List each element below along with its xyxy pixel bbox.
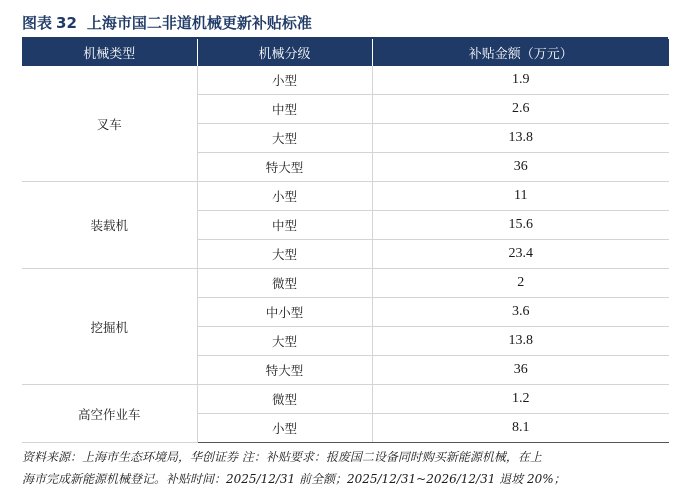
class-cell: 大型 bbox=[197, 124, 372, 153]
amount-cell: 2 bbox=[372, 269, 669, 298]
subsidy-table bbox=[22, 39, 669, 443]
class-cell: 微型 bbox=[197, 385, 372, 414]
category-cell: 高空作业车 bbox=[22, 385, 197, 443]
header-machine-type: 机械类型 bbox=[22, 39, 197, 66]
category-cell: 叉车 bbox=[22, 66, 197, 182]
figure-label: 图表 bbox=[22, 14, 53, 32]
amount-cell: 8.1 bbox=[372, 414, 669, 443]
amount-cell: 36 bbox=[372, 356, 669, 385]
header-subsidy-amount: 补贴金额（万元） bbox=[372, 39, 669, 66]
figure-title-text: 上海市国二非道机械更新补贴标准 bbox=[86, 14, 312, 32]
table-row bbox=[22, 182, 669, 211]
class-cell: 微型 bbox=[197, 269, 372, 298]
amount-cell: 13.8 bbox=[372, 124, 669, 153]
category-cell: 装载机 bbox=[22, 182, 197, 269]
class-cell: 小型 bbox=[197, 66, 372, 95]
class-cell: 中小型 bbox=[197, 298, 372, 327]
amount-cell: 13.8 bbox=[372, 327, 669, 356]
source-note-line-1: 资料来源：上海市生态环境局，华创证券 注：补贴要求：报废国二设备同时购买新能源机械，在上 bbox=[22, 450, 542, 464]
amount-cell: 15.6 bbox=[372, 211, 669, 240]
amount-cell: 1.9 bbox=[372, 66, 669, 95]
table-row bbox=[22, 385, 669, 414]
table-row bbox=[22, 269, 669, 298]
class-cell: 中型 bbox=[197, 211, 372, 240]
class-cell: 中型 bbox=[197, 95, 372, 124]
figure-title bbox=[22, 10, 672, 36]
source-note bbox=[22, 446, 672, 490]
category-cell: 挖掘机 bbox=[22, 269, 197, 385]
amount-cell: 36 bbox=[372, 153, 669, 182]
table-row bbox=[22, 66, 669, 95]
class-cell: 特大型 bbox=[197, 153, 372, 182]
class-cell: 大型 bbox=[197, 327, 372, 356]
amount-cell: 3.6 bbox=[372, 298, 669, 327]
amount-cell: 23.4 bbox=[372, 240, 669, 269]
class-cell: 特大型 bbox=[197, 356, 372, 385]
amount-cell: 2.6 bbox=[372, 95, 669, 124]
class-cell: 小型 bbox=[197, 414, 372, 443]
amount-cell: 11 bbox=[372, 182, 669, 211]
class-cell: 大型 bbox=[197, 240, 372, 269]
amount-cell: 1.2 bbox=[372, 385, 669, 414]
table-header-row bbox=[22, 39, 669, 66]
class-cell: 小型 bbox=[197, 182, 372, 211]
figure-number: 32 bbox=[56, 14, 77, 32]
header-machine-class: 机械分级 bbox=[197, 39, 372, 66]
source-note-line-2: 海市完成新能源机械登记。补贴时间：2025/12/31 前全额；2025/12/31~2026/12/31 退坡 20%； bbox=[22, 472, 566, 486]
